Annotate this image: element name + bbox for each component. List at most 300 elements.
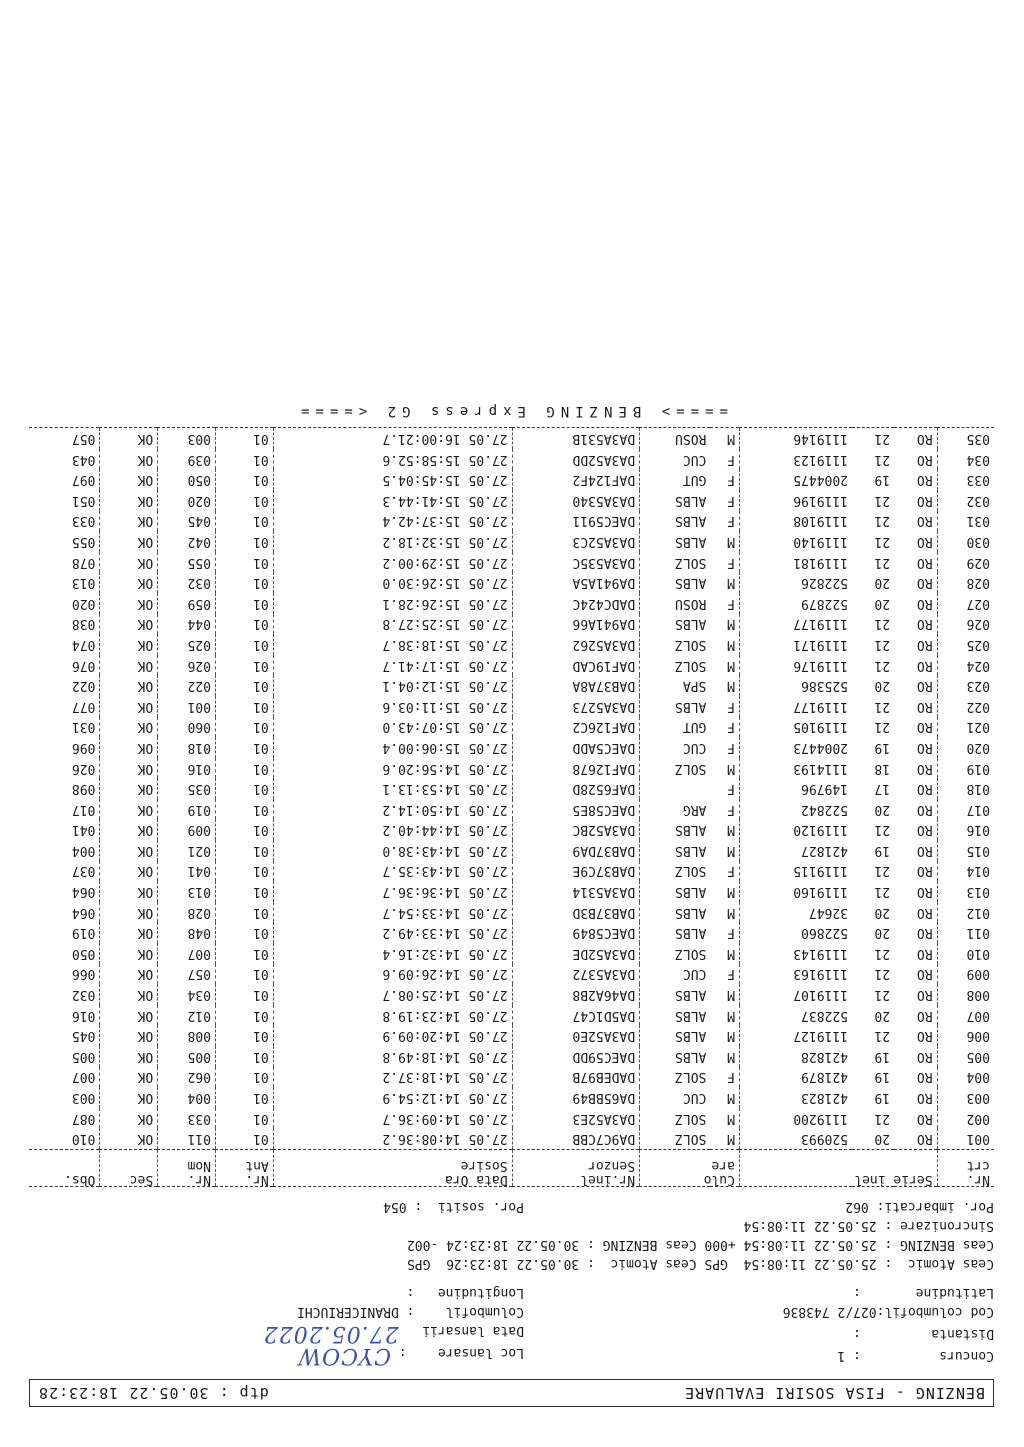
row-color: ALBS: [675, 1048, 707, 1064]
row-year: 21: [874, 492, 891, 508]
row-color: ALBS: [675, 616, 707, 632]
row-sensor: DA3A5262: [512, 634, 639, 655]
row-ant: 01: [216, 634, 274, 655]
info-block: [29, 1197, 994, 1368]
row-nr: 033: [966, 472, 990, 488]
row-arrival: 27.05 15:26:30.0: [273, 572, 512, 593]
row-obs: 074: [29, 634, 100, 655]
row-color: GUT: [682, 472, 707, 488]
table-row: [29, 428, 994, 449]
row-sec: OK: [100, 758, 158, 779]
row-sex: M: [710, 840, 739, 861]
row-ant: 01: [216, 922, 274, 943]
row-ant: 01: [216, 1128, 274, 1149]
table-row: [29, 593, 994, 614]
row-color: CUC: [682, 739, 707, 755]
row-arrival: 27.05 15:45:04.5: [273, 469, 512, 490]
row-sensor: DAF124F2: [512, 469, 639, 490]
row-country: RO: [894, 964, 937, 985]
row-sex: M: [710, 531, 739, 552]
pigeons-boarded: Por. imbarcati: 062: [845, 1199, 994, 1214]
row-year: 20: [874, 678, 891, 694]
row-color: ROSU: [640, 428, 711, 449]
distanta-value: :: [853, 1326, 861, 1341]
row-country: RO: [894, 984, 937, 1005]
row-nom: 003: [158, 428, 216, 449]
row-year: 21: [874, 884, 891, 900]
row-sensor: DA941A5A: [512, 572, 639, 593]
row-sensor: DAB37C9E: [512, 861, 639, 882]
row-sex: F: [710, 778, 739, 799]
row-nr: 006: [966, 1028, 990, 1044]
row-arrival: 27.05 15:26:28.1: [273, 593, 512, 614]
row-country: RO: [894, 717, 937, 738]
row-ring: 2004475: [793, 472, 849, 488]
row-nom: 007: [158, 943, 216, 964]
table-row: [29, 449, 994, 470]
col-obs: Obs.: [29, 1150, 100, 1187]
row-sensor: DA3A52E0: [512, 1025, 639, 1046]
table-row: [29, 696, 994, 717]
row-ring: 1119160: [793, 884, 849, 900]
row-sec: OK: [100, 778, 158, 799]
row-nom: 009: [158, 820, 216, 841]
row-sec: OK: [100, 511, 158, 532]
row-ant: 01: [216, 1046, 274, 1067]
row-sec: OK: [100, 902, 158, 923]
row-sec: OK: [100, 1005, 158, 1026]
row-country: RO: [894, 696, 937, 717]
row-sensor: DA5D1C47: [512, 1005, 639, 1026]
row-sex: M: [710, 902, 739, 923]
row-year: 20: [874, 1007, 891, 1023]
row-sex: M: [710, 881, 739, 902]
row-obs: 096: [29, 737, 100, 758]
row-country: RO: [894, 902, 937, 923]
table-row: [29, 614, 994, 635]
row-nom: 032: [158, 572, 216, 593]
row-sex: M: [710, 1005, 739, 1026]
row-sec: OK: [100, 717, 158, 738]
print-date: 30.05.22 18:23:28: [38, 1384, 209, 1402]
row-country: RO: [894, 922, 937, 943]
row-country: RO: [894, 758, 937, 779]
row-sex: M: [710, 1087, 739, 1108]
row-sex: M: [710, 1108, 739, 1129]
row-sensor: DAF126C2: [512, 717, 639, 738]
table-row: [29, 840, 994, 861]
row-sensor: DAF6528D: [512, 778, 639, 799]
date-label: dtp: [238, 1384, 269, 1402]
row-nr: 031: [966, 513, 990, 529]
row-color: ALBS: [675, 987, 707, 1003]
row-sensor: DA3A52C3: [512, 531, 639, 552]
row-ant: 01: [216, 511, 274, 532]
row-country: RO: [894, 840, 937, 861]
row-ring: 421828: [801, 1048, 849, 1064]
row-obs: 005: [29, 1046, 100, 1067]
row-ring: 1119143: [793, 945, 849, 961]
row-color: CUC: [682, 451, 707, 467]
row-ant: 01: [216, 552, 274, 573]
row-ring: 1119115: [793, 863, 849, 879]
row-country: RO: [894, 1067, 937, 1088]
row-sec: OK: [100, 675, 158, 696]
row-ring: 149796: [801, 781, 849, 797]
row-nr: 023: [966, 678, 990, 694]
row-arrival: 27.05 15:12:04.1: [273, 675, 512, 696]
row-ant: 01: [216, 840, 274, 861]
row-color: ALBS: [675, 904, 707, 920]
row-color: SOLZ: [675, 863, 707, 879]
row-arrival: 27.05 15:41:44.3: [273, 490, 512, 511]
row-obs: 064: [29, 881, 100, 902]
row-sec: OK: [100, 1046, 158, 1067]
row-country: RO: [894, 1005, 937, 1026]
row-obs: 031: [29, 717, 100, 738]
row-color: ALBS: [675, 822, 707, 838]
row-sensor: DAF12678: [512, 758, 639, 779]
row-nom: 026: [158, 655, 216, 676]
row-obs: 026: [29, 758, 100, 779]
row-sensor: DA9C7CBB: [512, 1128, 639, 1149]
row-sex: F: [710, 469, 739, 490]
row-country: RO: [894, 737, 937, 758]
row-arrival: 27.05 15:37:42.4: [273, 511, 512, 532]
row-obs: 020: [29, 593, 100, 614]
row-sex: M: [710, 984, 739, 1005]
col-sec: Sec: [100, 1150, 158, 1187]
row-sec: OK: [100, 737, 158, 758]
row-color: ALBS: [675, 513, 707, 529]
row-ant: 01: [216, 861, 274, 882]
row-ant: 01: [216, 1108, 274, 1129]
row-nom: 039: [158, 449, 216, 470]
row-nom: 044: [158, 614, 216, 635]
row-arrival: 27.05 15:07:43.0: [273, 717, 512, 738]
row-arrival: 27.05 15:25:27.8: [273, 614, 512, 635]
row-sex: F: [710, 696, 739, 717]
row-sex: F: [710, 922, 739, 943]
row-nr: 012: [966, 904, 990, 920]
row-nom: 025: [158, 634, 216, 655]
row-arrival: 27.05 14:32:16.4: [273, 943, 512, 964]
row-nom: 055: [158, 552, 216, 573]
row-country: RO: [894, 1087, 937, 1108]
row-nr: 029: [966, 554, 990, 570]
clock-benzing: Ceas BENZING : 25.05.22 11:08:54 +000 Ceas BENZING : 30.05.22 18:23:24 -002: [407, 1237, 994, 1252]
row-arrival: 27.05 14:20:09.9: [273, 1025, 512, 1046]
row-country: RO: [894, 943, 937, 964]
row-sensor: DA3A5340: [512, 490, 639, 511]
table-row: [29, 902, 994, 923]
row-obs: 016: [29, 1005, 100, 1026]
row-year: 20: [874, 904, 891, 920]
row-arrival: 27.05 14:43:38.0: [273, 840, 512, 861]
row-sensor: DAEC5849: [512, 922, 639, 943]
row-ring: 421827: [801, 842, 849, 858]
row-nom: 004: [158, 1087, 216, 1108]
row-sex: F: [710, 511, 739, 532]
row-nom: 013: [158, 881, 216, 902]
row-nr: 014: [966, 863, 990, 879]
row-obs: 033: [29, 511, 100, 532]
row-color: SOLZ: [675, 554, 707, 570]
row-nom: 060: [158, 717, 216, 738]
row-country: RO: [894, 572, 937, 593]
row-sec: OK: [100, 490, 158, 511]
row-ring: 1119105: [793, 719, 849, 735]
row-year: 20: [874, 925, 891, 941]
pigeons-arrived: Por. sositi : 054: [383, 1199, 524, 1214]
row-sensor: DAEC58E5: [512, 799, 639, 820]
row-sensor: DAB37B3D: [512, 902, 639, 923]
row-ring: 1119127: [793, 1028, 849, 1044]
row-obs: 057: [29, 428, 100, 449]
row-nom: 048: [158, 922, 216, 943]
row-obs: 076: [29, 655, 100, 676]
col-nr-ant: Nr. Ant: [216, 1150, 274, 1187]
table-row: [29, 881, 994, 902]
row-ant: 01: [216, 490, 274, 511]
row-nr: 010: [966, 945, 990, 961]
row-obs: 013: [29, 572, 100, 593]
row-nr: 022: [966, 698, 990, 714]
row-sec: OK: [100, 1087, 158, 1108]
row-sec: OK: [100, 861, 158, 882]
footer-banner: ====> BENZING Express G2 <====: [295, 403, 728, 420]
row-year: 20: [874, 575, 891, 591]
table-row: [29, 984, 994, 1005]
row-color: [640, 778, 711, 799]
row-ring: 1119107: [793, 987, 849, 1003]
distanta-label: Distanta: [931, 1326, 994, 1341]
row-ring: 522826: [801, 575, 849, 591]
long-value: :: [406, 1285, 415, 1300]
row-sensor: DAB37A8A: [512, 675, 639, 696]
row-sex: M: [710, 572, 739, 593]
lat-label: Latitudine: [915, 1285, 994, 1300]
row-obs: 097: [29, 469, 100, 490]
table-row: [29, 511, 994, 532]
row-ant: 01: [216, 820, 274, 841]
table-row: [29, 737, 994, 758]
row-ant: 01: [216, 449, 274, 470]
row-sex: M: [710, 675, 739, 696]
row-year: 20: [874, 801, 891, 817]
row-sensor: DAEC5911: [512, 511, 639, 532]
row-ant: 01: [216, 675, 274, 696]
row-nr: 009: [966, 966, 990, 982]
row-color: ALBS: [675, 698, 707, 714]
row-sensor: DAEC5ADD: [512, 737, 639, 758]
table-row: [29, 1087, 994, 1108]
row-ring: 525386: [801, 678, 849, 694]
row-nr: 025: [966, 636, 990, 652]
row-sec: OK: [100, 552, 158, 573]
row-nom: 018: [158, 737, 216, 758]
row-nom: 059: [158, 593, 216, 614]
row-color: CUC: [682, 966, 707, 982]
row-nr: 028: [966, 575, 990, 591]
row-ring: 1119140: [793, 533, 849, 549]
row-sex: F: [710, 449, 739, 470]
row-sex: M: [710, 614, 739, 635]
table-row: [29, 655, 994, 676]
row-year: 20: [874, 595, 891, 611]
row-ant: 01: [216, 614, 274, 635]
row-nom: 001: [158, 696, 216, 717]
row-ring: 520993: [801, 1131, 849, 1147]
row-ant: 01: [216, 943, 274, 964]
row-arrival: 27.05 15:18:38.7: [273, 634, 512, 655]
row-nom: 021: [158, 840, 216, 861]
row-color: SOLZ: [675, 760, 707, 776]
table-row: [29, 634, 994, 655]
row-nr: 011: [966, 925, 990, 941]
table-row: [29, 1005, 994, 1026]
row-sex: F: [710, 717, 739, 738]
row-year: 19: [874, 842, 891, 858]
row-nr: 020: [966, 739, 990, 755]
row-sec: OK: [100, 922, 158, 943]
row-nom: 057: [158, 964, 216, 985]
row-obs: 045: [29, 1025, 100, 1046]
columbofil-value: : DRANICERIUCHI: [297, 1304, 415, 1319]
row-sensor: DA46A2B8: [512, 984, 639, 1005]
row-obs: 019: [29, 922, 100, 943]
row-color: ALBS: [675, 575, 707, 591]
row-arrival: 27.05 14:36:36.7: [273, 881, 512, 902]
row-ring: 522842: [801, 801, 849, 817]
row-sec: OK: [100, 572, 158, 593]
table-row: [29, 531, 994, 552]
row-obs: 003: [29, 1087, 100, 1108]
row-ring: 522837: [801, 1007, 849, 1023]
row-nr: 019: [966, 760, 990, 776]
row-color: SOLZ: [675, 1131, 707, 1147]
cod-label: Cod columbofil: [884, 1304, 994, 1319]
cod-value: :027/2 743836: [782, 1304, 885, 1319]
row-arrival: 27.05 14:18:37.2: [273, 1067, 512, 1088]
row-arrival: 27.05 15:29:00.2: [273, 552, 512, 573]
row-nr: 001: [966, 1131, 990, 1147]
row-sec: OK: [100, 984, 158, 1005]
row-sex: F: [710, 593, 739, 614]
row-sec: OK: [100, 840, 158, 861]
row-ring: 1119177: [793, 616, 849, 632]
row-year: 21: [874, 822, 891, 838]
row-ant: 01: [216, 799, 274, 820]
row-sec: OK: [100, 799, 158, 820]
row-obs: 055: [29, 531, 100, 552]
row-color: SOLZ: [675, 1110, 707, 1126]
row-nr: 026: [966, 616, 990, 632]
table-row: [29, 675, 994, 696]
row-obs: 064: [29, 902, 100, 923]
row-arrival: 27.05 14:33:49.2: [273, 922, 512, 943]
row-obs: 066: [29, 964, 100, 985]
row-year: 21: [874, 1028, 891, 1044]
row-nom: 062: [158, 1067, 216, 1088]
row-obs: 050: [29, 943, 100, 964]
row-ring: 2004473: [793, 739, 849, 755]
row-ring: 1119176: [793, 657, 849, 673]
row-ring: 1119123: [793, 451, 849, 467]
row-ring: 1119171: [793, 636, 849, 652]
row-year: 21: [874, 636, 891, 652]
row-sec: OK: [100, 943, 158, 964]
row-sex: F: [710, 964, 739, 985]
lat-value: :: [853, 1285, 861, 1300]
row-arrival: 27.05 14:08:36.2: [273, 1128, 512, 1149]
row-nr: 005: [966, 1048, 990, 1064]
row-sensor: DA3A52BC: [512, 820, 639, 841]
row-country: RO: [894, 1108, 937, 1129]
concurs-value: : 1: [837, 1348, 861, 1363]
row-sec: OK: [100, 696, 158, 717]
row-country: RO: [894, 634, 937, 655]
row-year: 21: [874, 966, 891, 982]
row-obs: 017: [29, 799, 100, 820]
table-row: [29, 861, 994, 882]
row-year: 21: [874, 657, 891, 673]
row-nom: 050: [158, 469, 216, 490]
clock-sync: Sincronizare : 25.05.22 11:08:54: [743, 1218, 994, 1233]
table-row: [29, 1128, 994, 1149]
row-nr: 035: [937, 428, 994, 449]
row-arrival: 27.05 16:00:21.7: [273, 428, 512, 449]
row-obs: 032: [29, 984, 100, 1005]
row-ant: 01: [216, 1087, 274, 1108]
row-ant: 01: [216, 469, 274, 490]
row-sensor: DAB37DA9: [512, 840, 639, 861]
row-nr: 002: [966, 1110, 990, 1126]
row-year: 21: [874, 719, 891, 735]
loc-value: :: [398, 1345, 407, 1360]
row-nr: 017: [966, 801, 990, 817]
row-year: 19: [874, 1090, 891, 1106]
row-year: 21: [874, 863, 891, 879]
row-ant: 01: [216, 572, 274, 593]
row-obs: 051: [29, 490, 100, 511]
row-nr: 004: [966, 1069, 990, 1085]
row-color: SOLZ: [675, 657, 707, 673]
row-color: ALBS: [675, 925, 707, 941]
table-row: [29, 1046, 994, 1067]
row-obs: 010: [29, 1128, 100, 1149]
row-obs: 004: [29, 840, 100, 861]
row-arrival: 27.05 14:12:54.9: [273, 1087, 512, 1108]
row-nom: 008: [158, 1025, 216, 1046]
data-label: Data lansarii: [422, 1323, 524, 1338]
row-year: 21: [874, 554, 891, 570]
row-arrival: 27.05 14:18:49.8: [273, 1046, 512, 1067]
row-ant: 01: [216, 1025, 274, 1046]
row-color: ALBS: [675, 1007, 707, 1023]
row-nr: 007: [966, 1007, 990, 1023]
row-arrival: 27.05 14:33:54.7: [273, 902, 512, 923]
row-nr: 018: [966, 781, 990, 797]
row-sec: OK: [100, 614, 158, 635]
row-sex: F: [710, 552, 739, 573]
row-nr: 034: [966, 451, 990, 467]
row-nr: 024: [966, 657, 990, 673]
table-row: [29, 552, 994, 573]
table-row: [29, 572, 994, 593]
row-nom: 011: [158, 1128, 216, 1149]
row-country: RO: [894, 799, 937, 820]
